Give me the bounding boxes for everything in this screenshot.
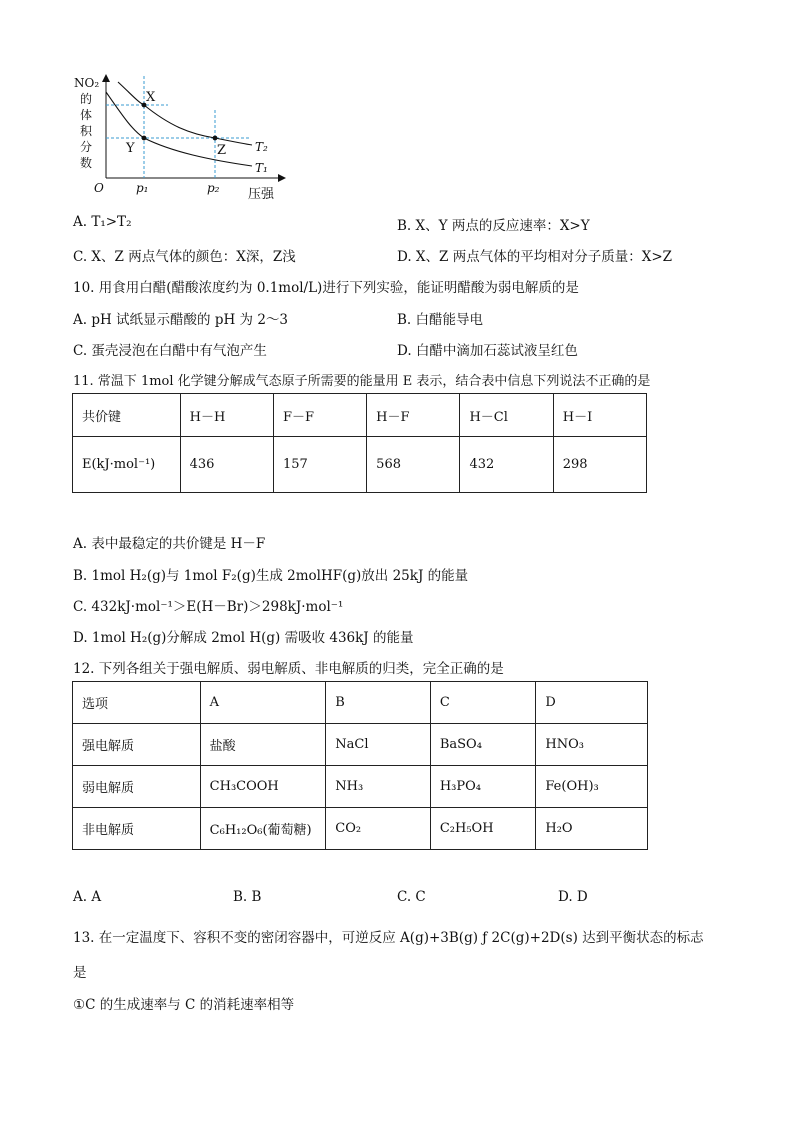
table-header-cell: F－F: [273, 394, 366, 437]
table-cell: BaSO₄: [430, 724, 536, 766]
q10-option-d: D. 白醋中滴加石蕊试液呈红色: [397, 343, 578, 359]
y-axis-label-char: 的: [80, 92, 93, 106]
point-y: [142, 136, 147, 141]
q12-stem: 12. 下列各组关于强电解质、弱电解质、非电解质的归类，完全正确的是: [73, 661, 504, 677]
x-tick-p2: p₂: [207, 181, 220, 195]
q12-option-d: D. D: [558, 889, 588, 905]
pressure-volume-fraction-graph: [60, 70, 300, 205]
q9-option-c: C. X、Z 两点气体的颜色：X深，Z浅: [73, 249, 296, 265]
point-label-x: X: [146, 90, 156, 105]
x-axis-label: 压强: [248, 187, 275, 202]
table-cell: 盐酸: [200, 724, 326, 766]
q12-option-c: C. C: [397, 889, 426, 905]
q12-option-b: B. B: [233, 889, 262, 905]
q13-item-1: ①C 的生成速率与 C 的消耗速率相等: [73, 997, 295, 1013]
table-header-cell: H－I: [553, 394, 646, 437]
table-row-label: 弱电解质: [73, 766, 201, 808]
q11-option-c: C. 432kJ·mol⁻¹＞E(H－Br)＞298kJ·mol⁻¹: [73, 599, 344, 615]
table-cell: 436: [180, 437, 273, 493]
curve-t2: [118, 82, 252, 145]
table-header-cell: H－H: [180, 394, 273, 437]
q11-option-a: A. 表中最稳定的共价键是 H－F: [73, 536, 266, 552]
q9-option-b: B. X、Y 两点的反应速率：X>Y: [397, 218, 590, 234]
point-z: [213, 136, 218, 141]
table-cell: Fe(OH)₃: [536, 766, 648, 808]
table-cell: H₂O: [536, 808, 648, 850]
y-axis-label-char: 积: [80, 124, 93, 138]
table-header-cell: H－F: [367, 394, 460, 437]
table-cell: 432: [460, 437, 553, 493]
table-cell: 568: [367, 437, 460, 493]
curve-label-t1: T₁: [255, 161, 268, 175]
bond-energy-table: [72, 393, 647, 493]
q9-option-a: A. T₁>T₂: [73, 214, 132, 230]
origin-label: O: [94, 181, 104, 195]
table-header-cell: C: [430, 682, 536, 724]
y-axis-label-char: 数: [80, 156, 93, 170]
table-header-cell: 选项: [73, 682, 201, 724]
point-label-z: Z: [217, 143, 227, 158]
electrolyte-classification-table: [72, 681, 648, 850]
table-cell: C₆H₁₂O₆(葡萄糖): [200, 808, 326, 850]
y-axis-label-char: 体: [80, 108, 93, 122]
table-cell: CO₂: [326, 808, 431, 850]
table-cell: NaCl: [326, 724, 431, 766]
table-row-label: E(kJ·mol⁻¹): [73, 437, 181, 493]
table-cell: 157: [273, 437, 366, 493]
y-axis-label-char: 分: [80, 140, 93, 154]
q13-stem-line2: 是: [73, 965, 87, 981]
q10-option-c: C. 蛋壳浸泡在白醋中有气泡产生: [73, 343, 267, 359]
q13-stem-line1: 13. 在一定温度下、容积不变的密闭容器中，可逆反应 A(g)+3B(g) ƒ 2C(g)+2D(s) 达到平衡状态的标志: [73, 930, 704, 946]
q10-option-b: B. 白醋能导电: [397, 312, 484, 328]
q11-option-b: B. 1mol H₂(g)与 1mol F₂(g)生成 2molHF(g)放出 25kJ 的能量: [73, 568, 469, 584]
q9-option-d: D. X、Z 两点气体的平均相对分子质量：X>Z: [397, 249, 673, 265]
curve-label-t2: T₂: [255, 140, 268, 154]
q10-stem: 10. 用食用白醋(醋酸浓度约为 0.1mol/L)进行下列实验，能证明醋酸为弱电解质的是: [73, 280, 579, 296]
table-cell: HNO₃: [536, 724, 648, 766]
q12-option-a: A. A: [73, 889, 102, 905]
q11-stem: 11. 常温下 1mol 化学键分解成气态原子所需要的能量用 E 表示，结合表中信息下列说法不正确的是: [73, 374, 651, 389]
table-cell: H₃PO₄: [430, 766, 536, 808]
table-cell: CH₃COOH: [200, 766, 326, 808]
table-header-cell: A: [200, 682, 326, 724]
table-row-label: 非电解质: [73, 808, 201, 850]
table-header-cell: D: [536, 682, 648, 724]
table-cell: C₂H₅OH: [430, 808, 536, 850]
table-header-cell: H－Cl: [460, 394, 553, 437]
table-cell: NH₃: [326, 766, 431, 808]
table-header-cell: 共价键: [73, 394, 181, 437]
y-axis-label-line1: NO₂: [74, 76, 100, 90]
table-cell: 298: [553, 437, 646, 493]
point-label-y: Y: [126, 141, 135, 156]
q10-option-a: A. pH 试纸显示醋酸的 pH 为 2～3: [73, 312, 289, 328]
table-header-cell: B: [326, 682, 431, 724]
x-tick-p1: p₁: [136, 181, 149, 195]
table-row-label: 强电解质: [73, 724, 201, 766]
q11-option-d: D. 1mol H₂(g)分解成 2mol H(g) 需吸收 436kJ 的能量: [73, 630, 414, 646]
